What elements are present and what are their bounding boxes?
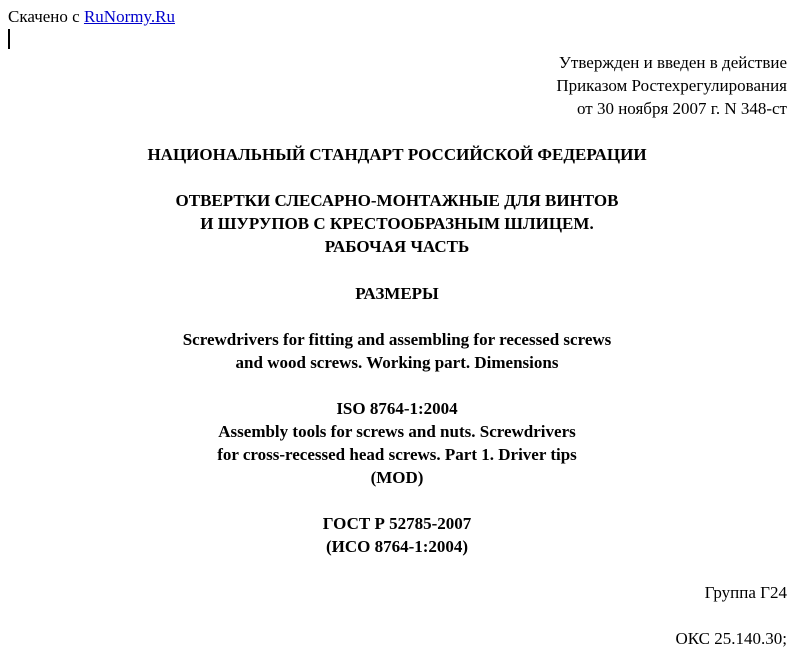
national-standard-heading: НАЦИОНАЛЬНЫЙ СТАНДАРТ РОССИЙСКОЙ ФЕДЕРАЦИИ: [147, 145, 647, 164]
title-ru-line-3: РАБОЧАЯ ЧАСТЬ: [324, 237, 470, 256]
title-en-line-1: Screwdrivers for fitting and assembling for recessed screws: [182, 330, 612, 349]
download-source-prefix: Скачено с: [8, 7, 80, 26]
iso-title-line-1: Assembly tools for screws and nuts. Screwdrivers: [218, 422, 576, 441]
iso-code: ISO 8764-1:2004: [336, 399, 458, 418]
title-en-line-2: and wood screws. Working part. Dimensions: [235, 353, 559, 372]
approval-line-1: Утвержден и введен в действие: [558, 53, 787, 72]
classification-oks: ОКС 25.140.30;: [675, 629, 787, 648]
iso-title-line-2: for cross-recessed head screws. Part 1. Driver tips: [217, 445, 577, 464]
title-ru-line-2: И ШУРУПОВ С КРЕСТООБРАЗНЫМ ШЛИЦЕМ.: [200, 214, 594, 233]
approval-line-3: от 30 ноября 2007 г. N 348-ст: [577, 99, 787, 118]
approval-line-2: Приказом Ростехрегулирования: [556, 76, 787, 95]
classification-group: Группа Г24: [704, 583, 787, 602]
text-cursor: [8, 29, 10, 49]
download-source-line: [8, 5, 175, 28]
title-ru-line-4: РАЗМЕРЫ: [355, 284, 439, 303]
source-link[interactable]: RuNormy.Ru: [83, 7, 175, 26]
iso-title-line-3: (MOD): [370, 468, 424, 487]
gost-iso-equivalent: (ИСО 8764-1:2004): [325, 537, 469, 556]
gost-code: ГОСТ Р 52785-2007: [322, 514, 472, 533]
title-ru-line-1: ОТВЕРТКИ СЛЕСАРНО-МОНТАЖНЫЕ ДЛЯ ВИНТОВ: [175, 191, 619, 210]
